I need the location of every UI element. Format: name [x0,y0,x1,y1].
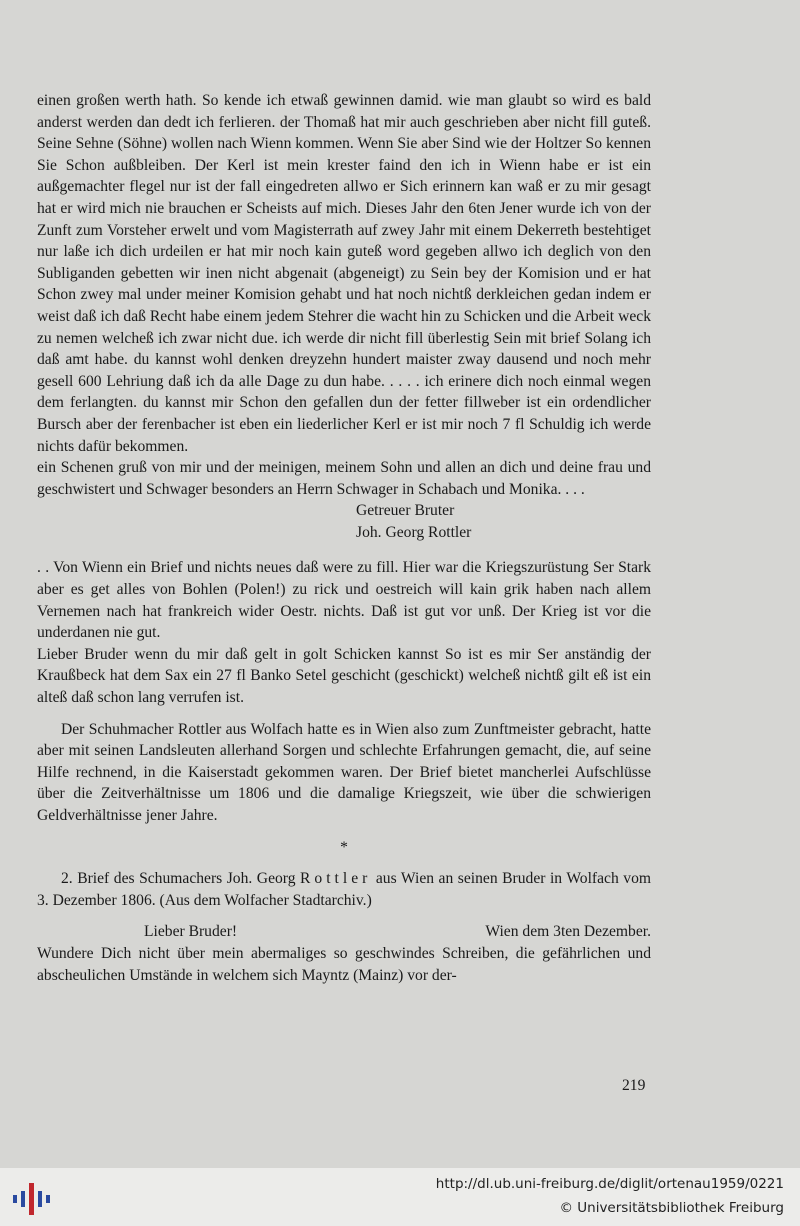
signature-line-2: Joh. Georg Rottler [356,523,472,541]
letter1-greeting: ein Schenen gruß von mir und der meinigen, meinem Sohn und allen an dich und deine frau und geschwistert und Schwager besonders an Herrn Schwager in Schabach und Monika. . . . [37,459,651,498]
page-text [37,90,651,986]
letter2-place-date: Wien dem 3ten Dezember. [485,923,651,941]
letter2-salutation: Lieber Bruder! [144,923,238,941]
letter2-heading-name: Rottler [300,870,372,888]
letter2-heading-prefix: 2. Brief des Schumachers Joh. Georg [61,870,296,888]
signature-line-1: Getreuer Bruter [356,502,455,520]
letter1-body: einen großen werth hath. So kende ich etwaß gewinnen damid. wie man glaubt so wird es bald anderst werden dan dedt ich ferlieren. der Thomaß hat mir auch geschrieben aber nicht fill guteß. Seine Sehne (Söhne) wollen nach Wienn kommen. Wenn Sie aber Sind wie der Holtzer So kennen Sie Schon außbleiben. Der Kerl ist mein krester faind den ich in Wienn habe er ist ein außgemachter flegel nur ist der fall eingedreten allwo er Sich erinnern kan waß er zu mir gesagt hat er wird mich nie brauchen er Scheists auf mich. Dieses Jahr den 6ten Jener wurde ich von der Zunft zum Vorsteher erwelt und vom Magisterrath auf zwey Jahr mit einem Dekerreth bestehtiget nur laße ich dich urdeilen er hat mir noch kain guteß word gegeben allwo ich deglich von den Subliganden gebetten wir inen nicht abgenait (abgeneigt) zu Sein bey der Komision und er hat Schon zwey mal under meiner Komision gehabt und hat noch nichtß derkleichen gedan indem er weist daß ich daß Recht habe einem jedem Stehrer die wacht hin zu Schicken und die Arbeit weck zu nemen welcheß ich zwar nicht due. ich werde dir nicht fill überlestig Sein mit brief Solang ich daß amt habe. du kannst wohl denken dreyzehn hundert maister zway dausend und noch mehr gesell 600 Lehriung daß ich da alle Dage zu dun habe. . . . . ich erinere dich noch einmal wegen dem ferlangten. du kannst mir Schon den gefallen dun der fetter fillweber ist ein ordendlicher Bursch aber der ferenbacher ist eben ein liederlicher Kerl er ist mir noch 7 fl Schuldig ich werde nichts dafür bekommen. [37,92,651,455]
university-logo-icon [10,1178,54,1220]
section-separator: * [340,838,348,856]
letter2-body-start: Wundere Dich nicht über mein abermaliges so geschwindes Schreiben, die gefährlichen und abscheulichen Umstände in welchem sich Mayntz (Mainz) vor der- [37,944,651,984]
postscript-1: . . Von Wienn ein Brief und nichts neues daß were zu fill. Hier war die Kriegszurüstung Ser Stark aber es get alles von Bohlen (Polen!) zu rick und oestreich will kain grik haben nach allem Vernemen nach hat frankreich wider Oestr. nichts. Daß ist gut vor unß. Der Krieg ist vor die underdanen nie gut. [37,559,651,642]
letter2-heading-suffix: aus Wien an seinen Bruder in Wolfach vom 3. Dezember 1806. (Aus dem Wolfacher Stadtarchiv.) [37,870,652,909]
copyright-notice: © Universitätsbibliothek Freiburg [559,1200,784,1216]
document-url[interactable]: http://dl.ub.uni-freiburg.de/diglit/ortenau1959/0221 [435,1176,784,1192]
footer-bar [0,1168,800,1226]
page-number: 219 [622,1077,646,1094]
editor-commentary: Der Schuhmacher Rottler aus Wolfach hatte es in Wien also zum Zunftmeister gebracht, hatte aber mit seinen Landsleuten allerhand Sorgen und schlechte Erfahrungen gemacht, die, auf seine Hilfe rechnend, in die Kaiserstadt gekommen waren. Der Brief bietet mancherlei Aufschlüsse über die Zeitverhältnisse um 1806 und die damalige Kriegszeit, wie über die schwierigen Geldverhältnisse jener Jahre. [37,720,651,824]
letter2-heading [37,868,651,911]
postscript-2: Lieber Bruder wenn du mir daß gelt in golt Schicken kannst So ist es mir Ser anständig der Kraußbeck hat dem Sax ein 27 fl Banko Setel geschicht (geschickt) welcheß nichtß gilt eß ist ein alteß daß schon lang verrufen ist. [37,645,651,707]
letter2-opening [37,921,651,943]
